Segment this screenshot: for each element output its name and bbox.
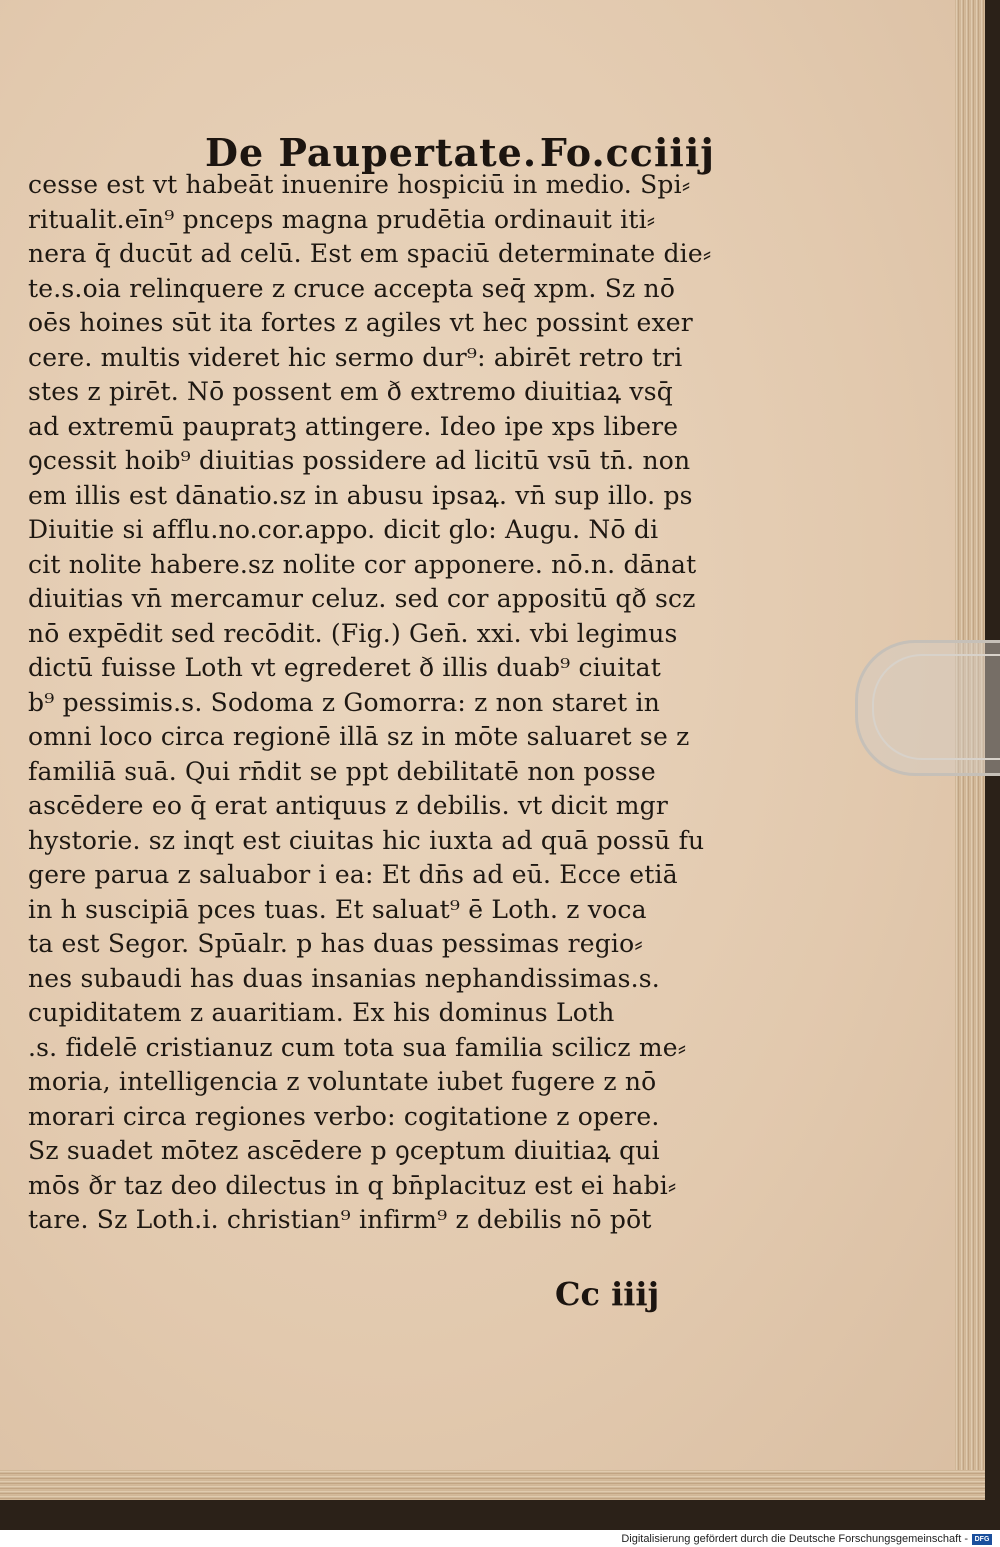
text-line: Diuitie si afflu.no.cor.appo. dicit glo: Augu. Nō di — [28, 515, 659, 544]
text-line: b⁹ pessimis.s. Sodoma z Gomorra: z non staret in — [28, 687, 661, 717]
text-line: hystorie. sz inqt est ciuitas hic iuxta ad quā possū fu — [28, 825, 705, 855]
text-line: cit nolite habere.sz nolite cor apponere. nō.n. dānat — [28, 549, 697, 579]
text-line: ꝯcessit hoib⁹ diuitias possidere ad licitū vsū tn̄. non — [28, 446, 691, 475]
text-line: oēs hoines sūt ita fortes z agiles vt hec possint exer — [28, 308, 693, 337]
paper-clip-inner — [872, 654, 1000, 760]
text-line: nes subaudi has duas insanias nephandissimas.s. — [28, 963, 660, 993]
text-line: in h suscipiā pces tuas. Et saluat⁹ ē Loth. z voca — [28, 894, 647, 924]
text-line: em illis est dānatio.sz in abusu ipsaꝝ. vn̄ sup illo. ps — [28, 480, 693, 510]
text-line: stes z pirēt. Nō possent em ð extremo diuitiaꝝ vsq̄ — [28, 377, 673, 406]
text-line: cere. multis videret hic sermo dur⁹: abirēt retro tri — [28, 342, 683, 372]
text-line: Sz suadet mōtez ascēdere p ꝯceptum diuitiaꝝ qui — [28, 1136, 660, 1165]
folio-number: Fo.cciiij — [539, 130, 715, 175]
text-line: familiā suā. Qui rn̄dit se ppt debilitatē non posse — [28, 756, 656, 786]
text-line: dictū fuisse Loth vt egrederet ð illis duab⁹ ciuitat — [28, 653, 662, 682]
text-line: mōs ðr taz deo dilectus in q bn̄placituz est ei habi⸗ — [28, 1170, 677, 1200]
footer-credit-text: Digitalisierung gefördert durch die Deutsche Forschungsgemeinschaft - — [621, 1533, 968, 1545]
header-title: De Paupertate. — [205, 130, 538, 175]
text-line: cesse est vt habeāt inuenire hospiciū in medio. Spi⸗ — [28, 170, 691, 199]
text-line: ta est Segor. Spūalr. p has duas pessimas regio⸗ — [28, 929, 643, 958]
text-line: ritualit.eīn⁹ pnceps magna prudētia ordinauit iti⸗ — [28, 204, 656, 234]
text-line: omni loco circa regionē illā sz in mōte saluaret se z — [28, 722, 690, 751]
text-line: nō expēdit sed recōdit. (Fig.) Gen̄. xxi. vbi legimus — [28, 618, 678, 648]
text-line: gere parua z saluabor i ea: Et dn̄s ad eū. Ecce etiā — [28, 860, 678, 889]
text-line: tare. Sz Loth.i. christian⁹ infirm⁹ z debilis nō pōt — [28, 1205, 652, 1234]
text-line: cupiditatem z auaritiam. Ex his dominus Loth — [28, 998, 615, 1027]
footer-credit — [621, 1531, 992, 1547]
text-line: moria, intelligencia z voluntate iubet fugere z nō — [28, 1067, 657, 1096]
dfg-logo: DFG — [972, 1534, 992, 1545]
text-line: ad extremū paupratꝫ attingere. Ideo ipe xps libere — [28, 411, 679, 441]
signature-mark: Cc iiij — [555, 1275, 660, 1313]
text-line: te.s.oia relinquere z cruce accepta seq̄ xpm. Sz nō — [28, 273, 676, 303]
text-line: nera q̄ ducūt ad celū. Est em spaciū determinate die⸗ — [28, 239, 712, 268]
body-text — [28, 168, 740, 1238]
text-line: morari circa regiones verbo: cogitatione z opere. — [28, 1101, 660, 1131]
text-line: ascēdere eo q̄ erat antiquus z debilis. vt dicit mgr — [28, 791, 669, 820]
text-line: .s. fidelē cristianuz cum tota sua familia scilicz me⸗ — [28, 1032, 687, 1062]
text-line: diuitias vn̄ mercamur celuz. sed cor appositū qð scz — [28, 584, 696, 613]
page-edges-bottom — [0, 1470, 985, 1500]
